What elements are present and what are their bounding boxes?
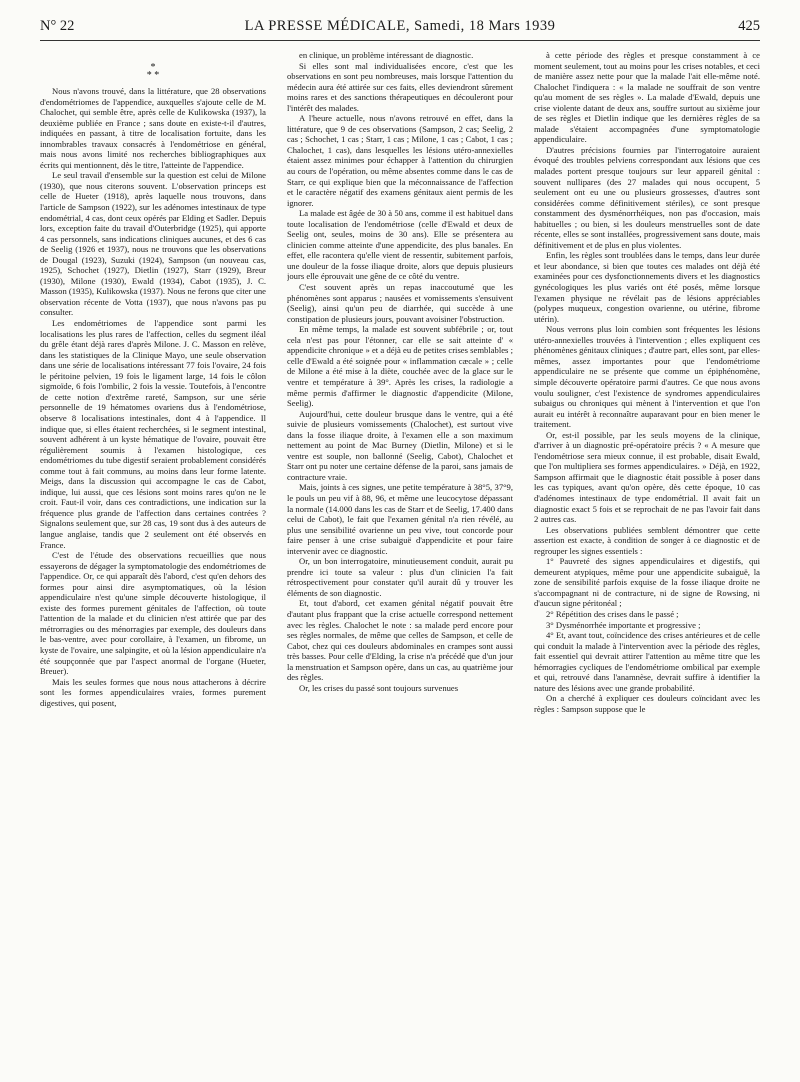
paragraph: Mais les seules formes que nous nous attacherons à décrire sont les formes appendiculaires vraies, formes purement digestives, qui posent, <box>40 676 266 708</box>
header-rule <box>40 40 760 41</box>
paragraph: Mais, joints à ces signes, une petite température à 38°5, 37°9, le pouls un peu vif à 88, 96, et même une leucocytose dépassant la normale (14.000 dans les cas de Starr et de Seelig, 17.400 dans celui de Cabot), le fait que l'examen génital n'a rien révélé, au plus une sensibilité ovarienne un peu vive, tout concorde pour faire penser à une crise subaiguë d'appendicite et pour faire intervenir avec ce diagnostic. <box>287 482 513 556</box>
paragraph: 2° Répétition des crises dans le passé ; <box>546 608 679 619</box>
paragraph: Aujourd'hui, cette douleur brusque dans le ventre, qui a été suivie de plusieurs vomissements (Chalochet), est surtout vive dans la fosse iliaque droite, à l'examen elle a son maximum nettement au point de Mac Burney (Dietlin, Milone) et si le ventre est souple, non ballonné (Seelig, Cabot), Chalochet et Starr ont pu noter une certaine défense de la paroi, sans jamais de contracture vraie. <box>287 408 513 482</box>
paragraph: 3° Dysménorrhée importante et progressive ; <box>546 619 701 630</box>
paragraph: Nous n'avons trouvé, dans la littérature, que 28 observations d'endométriomes de l'appendice, auxquelles s'ajoute celle de M. Chalochet, qui semble être, après celle de Kulikowska (1937), la deuxième publiée en France ; sans doute en existe-t-il d'autres, indiquées en passant, à titre de localisation fortuite, dans les innombrables travaux consacrés à l'endométriose en général, mais nous avons limité nos recherches bibliographiques aux écrits qui mentionnent, dès le titre, l'atteinte de l'appendice. <box>40 86 266 170</box>
paragraph: 1° Pauvreté des signes appendiculaires et digestifs, qui demeurent atypiques, même pour une appendicite subaiguë, la zone de sensibilité parfois exquise de la fosse iliaque droite ne s'accompagnant ni de contracture, ni de signe de Rowsing, ni d'aucun signe péritonéal ; <box>534 556 760 609</box>
paragraph: Or, est-il possible, par les seuls moyens de la clinique, d'arriver à un diagnostic pré-opératoire précis ? « A mesure que l'endométriose sera mieux connue, il est probable, disait Ewald, que l'on multipliera ses formes appendiculaires. » Déjà, en 1922, Sampson affirmait que le diagnostic était possible à poser dans les cas typiques, avant qu'on opère, dès cette époque, 10 cas d'adénomes intestinaux de type endométrial. Il avait fait un diagnostic exact 5 fois et se reprochait de ne pas l'avoir fait dans 2 autres cas. <box>534 429 760 525</box>
column-1 <box>40 50 266 1070</box>
article-columns <box>40 50 760 1070</box>
column-2 <box>287 50 513 1070</box>
page-header <box>40 14 760 38</box>
paragraph: C'est de l'étude des observations recueillies que nous essayerons de dégager la symptomatologie des endométriomes de l'appendice. Or, ce qui apparaît dès l'abord, c'est qu'en dehors des formes pour ainsi dire asymptomatiques, où la lésion appendiculaire n'est qu'une simple découverte histologique, il existe des formes purement génitales de l'affection, où toute l'attention de la malade et du clinicien n'est attirée que par des métrorragies ou des ménorragies par exemple, des douleurs dans le bas-ventre, avec pour corollaire, à l'examen, un fibrome, un kyste de l'ovaire, une salpingite, et où la lésion appendiculaire n'a été soupçonnée que par l'aspect anormal de l'organe (Hueter, Breuer). <box>40 550 266 677</box>
column-2-body <box>287 50 513 693</box>
paragraph: D'autres précisions fournies par l'interrogatoire auraient évoqué des troubles pelviens correspondant aux lésions que ces malades portent presque toujours sur leur appareil génital : souvent nullipares (des 27 malades qui nous occupent, 5 seulement ont eu une ou plusieurs grossesses, d'autres sont considérées comme définitivement stériles), ce sont presque constamment des dysménorrhéiques, non pas d'occasion, mais habituelles ; ou bien, si les douleurs menstruelles sont de date récente, elles se sont installées, progressivement sans doute, mais définitivement et de plus en plus violentes. <box>534 144 760 250</box>
paragraph: En même temps, la malade est souvent subfébrile ; or, tout cela n'est pas pour l'étonner, car elle se sait atteinte d' « appendicite chronique » et a déjà eu de petites crises semblables ; celle d'Ewald a été soignée pour « inflammation cæcale » ; celle de Milone a été mise à la diète, couchée avec de la glace sur le ventre et température à 39°. Après les crises, la radiologie a même permis d'affirmer le diagnostic d'appendicite (Milone, Seelig). <box>287 324 513 409</box>
paragraph: Enfin, les règles sont troublées dans le temps, dans leur durée et leur abondance, si bien que toutes ces malades ont déjà été examinées pour ces dysfonctionnements divers et les diagnostics gynécologiques les plus variés ont été posés, même lorsque l'examen physique ne révélait pas de lésions appréciables (polypes muqueux, congestion ovarienne, ou utérine, fibrome utérin). <box>534 250 760 324</box>
column-1-body <box>40 86 266 708</box>
journal-title: LA PRESSE MÉDICALE, Samedi, 18 Mars 1939 <box>244 18 556 34</box>
paragraph: Le seul travail d'ensemble sur la question est celui de Milone (1930), que nous citerons souvent. L'observation princeps est celle de Hueter (1918), après laquelle nous trouvons, dans l'article de Sampson (1922), sur les adénomes intestinaux de type endométrial, 4 cas, dont ceux opérés par Elding et Sadler. Depuis lors, exception faite du travail d'Outerbridge (1925), qui apporte 4 cas personnels, sans indications cliniques aucunes, et des 6 cas de Seelig (1926 et 1937), nous ne trouvons que les observations de Dougal (1923), Suzuki (1924), Sampson (un nouveau cas, 1925), Schochet (1927), Dietlin (1927), Starr (1929), Breur (1930), Milone (1930), Ewald (1934), Cabot (1935), J. C. Masson (1935), Kulikowska (1937). Nous ne ferons que citer une observation récente de Votta (1937), que nous n'avons pas pu consulter. <box>40 170 266 318</box>
section-stars: * * * <box>146 62 160 81</box>
column-3 <box>534 50 760 1070</box>
paragraph: Et, tout d'abord, cet examen génital négatif pouvait être d'autant plus frappant que la crise actuelle correspond nettement avec les règles. Chalochet le note : sa malade perd encore pour ses règles normales, de même que celles de Sampson, et celle de Cabot, chez qui ces douleurs abdominales en crampes sont aussi très basses. Pour celle d'Elding, la crise n'a précédé que d'un jour la menstruation et Sampson opère, dans un cas, au quatrième jour des règles. <box>287 598 513 683</box>
paragraph: 4° Et, avant tout, coïncidence des crises antérieures et de celle qui conduit la malade à l'intervention avec la période des règles, fait essentiel qui devrait attirer l'attention au même titre que les hémorragies cycliques de l'endométriome ombilical par exemple et qui, retrouvé dans l'anamnèse, devrait suffire à identifier la nature des lésions avec une grande probabilité. <box>534 630 760 693</box>
page-number: 425 <box>738 18 760 34</box>
paragraph: Or, un bon interrogatoire, minutieusement conduit, aurait pu prendre ici toute sa valeur : plus d'un clinicien l'a fait rétrospectivement pour constater qu'il aurait dû y trouver les éléments de son diagnostic. <box>287 556 513 598</box>
paragraph: Les observations publiées semblent démontrer que cette assertion est exacte, à condition de songer à ce diagnostic et de regrouper les signes essentiels : <box>534 524 760 556</box>
paragraph: Si elles sont mal individualisées encore, c'est que les observations en sont peu nombreuses, mais lorsque l'attention du médecin aura été attirée sur ces faits, elles deviendront sûrement moins rares et des sanctions thérapeutiques en découleront pour l'intérêt des malades. <box>287 60 513 113</box>
paragraph: C'est souvent après un repas inaccoutumé que les phénomènes sont apparus ; nausées et vomissements s'ensuivent (Seelig), ainsi qu'un peu de diarrhée, qui succède à une constipation de plusieurs jours, pouvant avoisiner l'obstruction. <box>287 282 513 324</box>
paragraph: Or, les crises du passé sont toujours survenues <box>299 682 459 693</box>
paragraph: à cette période des règles et presque constamment à ce moment seulement, tout au moins pour les crises notables, et ceci de manière assez nette pour que la malade l'ait elle-même noté. Chalochet l'indiquera : « la malade ne souffrait de son ventre qu'au moment de ses règles ». La malade d'Ewald, depuis une crise violente datant de deux ans, souffre surtout au sixième jour de ses règles et Dietlin indique que les dernières règles de sa malade s'étaient accompagnées d'une symptomatologie appendiculaire. <box>534 50 760 145</box>
paragraph: On a cherché à expliquer ces douleurs coïncidant avec les règles : Sampson suppose que le <box>534 693 760 714</box>
paragraph: La malade est âgée de 30 à 50 ans, comme il est habituel dans toute localisation de l'endométriose (celle d'Ewald et deux de Seelig ont, seules, moins de 30 ans). Elle se présentera au clinicien comme atteinte d'une appendicite, des plus banales. En effet, elle racontera qu'elle vient de ressentir, subitement parfois, une douleur de la fosse iliaque droite, alors que depuis plusieurs jours elle éprouvait une gêne de ce côté du ventre. <box>287 208 513 282</box>
paragraph: Nous verrons plus loin combien sont fréquentes les lésions utéro-annexielles trouvées à l'intervention ; elles expliquent ces phénomènes génitaux cliniques ; d'autre part, elles sont, par elles-mêmes, assez importantes pour que l'endométriome appendiculaire ne se présente que comme un épiphénomène, simple découverte opératoire parmi d'autres. Ce que nous avons voulu souligner, c'est l'existence de syndromes appendiculaires subaigus ou chroniques qui mènent à l'intervention et que l'on aurait eu intérêt à reconnaître auparavant pour en bien mener le traitement. <box>534 324 760 430</box>
paragraph: A l'heure actuelle, nous n'avons retrouvé en effet, dans la littérature, que 9 de ces observations (Sampson, 2 cas; Seelig, 2 cas ; Schochet, 1 cas ; Starr, 1 cas ; Milone, 1 cas ; Cabot, 1 cas ; Chalochet, 1 cas), dans lesquelles les lésions utéro-annexielles étaient assez minimes pour échapper à l'attention du chirurgien au cours de l'opération, ou même absentes comme dans le cas de Starr, ce qui explique bien que la méconnaissance de l'affection et le caractère négatif des examens génitaux aient permis de les ignorer. <box>287 113 513 208</box>
paragraph: en clinique, un problème intéressant de diagnostic. <box>299 50 474 60</box>
issue-number: N° 22 <box>40 18 75 34</box>
paragraph: Les endométriomes de l'appendice sont parmi les localisations les plus rares de l'affection, celles du segment iléal du grêle étant déjà rares d'après Milone. J. C. Masson en relève, dans les statistiques de la Clinique Mayo, une seule observation dans une série de localisations intéressant 77 fois l'ovaire, 24 fois le péritoine pelvien, 19 fois le ligament large, 14 fois le côlon sigmoïde, 6 fois l'ombilic, 2 fois la vessie. Toutefois, à l'encontre de cette notion d'extrême rareté, Sampson, sur une série personnelle de 19 hématomes ovariens dus à l'endométriose, observe 8 localisations intestinales, dont 4 à l'appendice. Il indique que, si elles étaient recherchées, si le segment intestinal, souvent adhérent à un kyste hématique de l'ovaire, pouvait être régulièrement soumis à l'examen histologique, ces endométriomes du tube digestif seraient probablement considérés comme tout à fait communs, au moins dans leur forme latente. Meigs, dans la discussion qui accompagne le cas de Cabot, indique, lui aussi, que ces lésions sont moins rares qu'on ne le croit. Faut-il voir, dans ces contradictions, une indication sur la fréquence plus grande de l'affection dans certaines contrées ? Signalons seulement que, sur 28 cas, 19 sont dus à des auteurs de langue anglaise, tandis que 2 seulement ont été observés en France. <box>40 318 266 550</box>
column-3-body <box>534 50 760 714</box>
